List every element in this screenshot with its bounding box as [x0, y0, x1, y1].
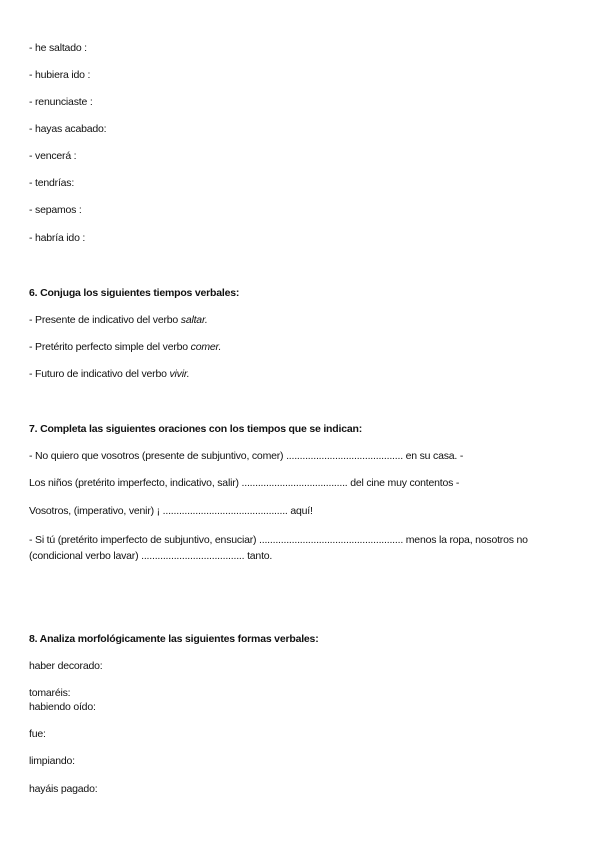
- analysis-item: tomaréis:: [29, 687, 71, 699]
- section-7-heading: 7. Completa las siguientes oraciones con los tiempos que se indican:: [29, 423, 362, 435]
- conjugation-verb: comer.: [190, 341, 222, 353]
- conjugation-item: [29, 341, 221, 354]
- verb-list-item: - habría ido :: [29, 232, 86, 244]
- section-8-heading: 8. Analiza morfológicamente las siguientes formas verbales:: [29, 633, 319, 645]
- analysis-item: limpiando:: [29, 755, 75, 767]
- verb-list-item: - tendrías:: [29, 177, 75, 189]
- fill-in-sentence: - No quiero que vosotros (presente de subjuntivo, comer) ........................................... en su casa. -: [29, 450, 464, 462]
- verb-list-item: - vencerá :: [29, 150, 77, 162]
- conjugation-verb: saltar.: [180, 314, 208, 326]
- fill-in-sentence: Los niños (pretérito imperfecto, indicativo, salir) ....................................... del cine muy contentos -: [29, 477, 460, 489]
- analysis-item: habiendo oído:: [29, 701, 96, 713]
- verb-list-item: - renunciaste :: [29, 96, 93, 108]
- conjugation-item: [29, 368, 189, 381]
- verb-list-item: - he saltado :: [29, 42, 87, 54]
- fill-in-sentence: - Si tú (pretérito imperfecto de subjuntivo, ensuciar) ..................................................... menos la ropa, nosotros no (condicional verbo lavar) ...................................... tanto.: [29, 534, 528, 562]
- conjugation-text: - Presente de indicativo del verbo: [29, 314, 181, 326]
- conjugation-text: - Pretérito perfecto simple del verbo: [29, 341, 191, 353]
- verb-list-item: - hubiera ido :: [29, 69, 91, 81]
- analysis-item: haber decorado:: [29, 660, 103, 672]
- verb-list-item: - hayas acabado:: [29, 123, 107, 135]
- section-6-heading: 6. Conjuga los siguientes tiempos verbales:: [29, 287, 240, 299]
- analysis-item: fue:: [29, 728, 46, 740]
- conjugation-item: [29, 314, 208, 327]
- conjugation-text: - Futuro de indicativo del verbo: [29, 368, 170, 380]
- conjugation-verb: vivir.: [169, 368, 190, 380]
- fill-in-sentence: Vosotros, (imperativo, venir) ¡ .............................................. aquí!: [29, 505, 313, 517]
- analysis-item: hayáis pagado:: [29, 783, 98, 795]
- verb-list-item: - sepamos :: [29, 204, 82, 216]
